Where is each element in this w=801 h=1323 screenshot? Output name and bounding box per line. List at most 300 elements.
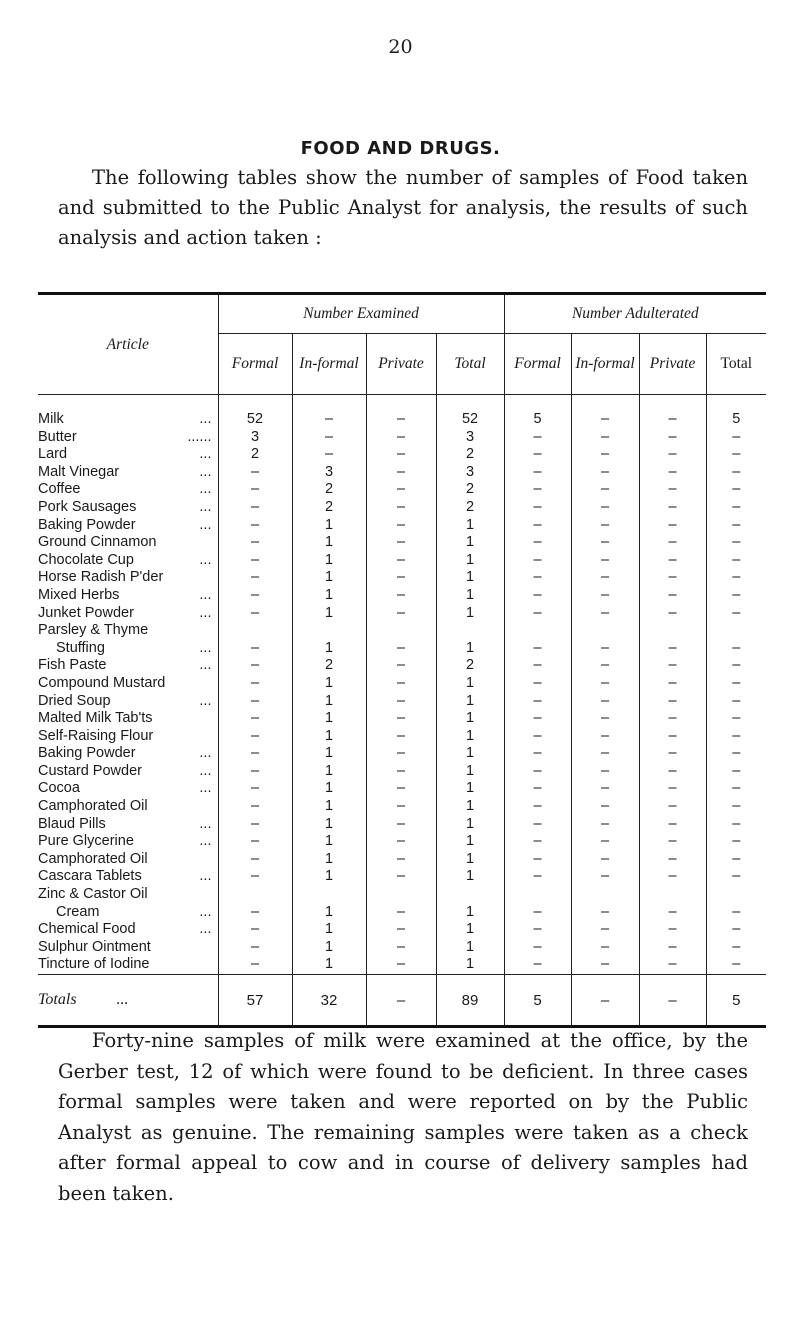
value-cell: –: [571, 675, 639, 693]
table-row: [38, 939, 766, 957]
article-name-cell: [38, 798, 218, 816]
value-cell: –: [706, 657, 766, 675]
article-name-cell: [38, 605, 218, 623]
table-row: [38, 675, 766, 693]
value-cell: [706, 886, 766, 904]
value-cell: –: [504, 552, 571, 570]
article-name: Chocolate Cup: [38, 551, 134, 568]
value-cell: 1: [292, 552, 366, 570]
value-cell: –: [366, 534, 436, 552]
article-name-cell: [38, 395, 218, 429]
value-cell: –: [504, 534, 571, 552]
value-cell: –: [218, 798, 292, 816]
table-row: [38, 868, 766, 886]
value-cell: 1: [292, 798, 366, 816]
value-cell: –: [366, 745, 436, 763]
article-name-cell: [38, 904, 218, 922]
table-row: [38, 780, 766, 798]
value-cell: –: [571, 481, 639, 499]
totals-cell: 32: [292, 975, 366, 1027]
article-name-cell: [38, 481, 218, 499]
article-name: Compound Mustard: [38, 674, 166, 691]
value-cell: –: [571, 587, 639, 605]
leader-dots: ...: [199, 604, 212, 621]
article-name-cell: [38, 499, 218, 517]
leader-dots: ...: [199, 586, 212, 603]
value-cell: –: [218, 693, 292, 711]
value-cell: 1: [292, 605, 366, 623]
article-name-cell: [38, 956, 218, 974]
value-cell: 1: [436, 517, 504, 535]
table-row: [38, 429, 766, 447]
value-cell: –: [706, 499, 766, 517]
value-cell: –: [639, 499, 706, 517]
value-cell: –: [706, 904, 766, 922]
article-name: Pork Sausages: [38, 498, 137, 515]
value-cell: 1: [436, 921, 504, 939]
value-cell: –: [706, 693, 766, 711]
leader-dots: ...: [199, 516, 212, 533]
value-cell: –: [218, 710, 292, 728]
col-header: Total: [706, 334, 766, 395]
totals-dots: ...: [116, 991, 129, 1008]
article-name-cell: [38, 464, 218, 482]
value-cell: 1: [436, 728, 504, 746]
value-cell: 1: [292, 904, 366, 922]
table-row: [38, 956, 766, 974]
value-cell: 1: [436, 956, 504, 974]
value-cell: –: [639, 693, 706, 711]
value-cell: 1: [292, 868, 366, 886]
value-cell: 1: [436, 552, 504, 570]
article-name-cell: [38, 552, 218, 570]
value-cell: –: [706, 833, 766, 851]
totals-row: [38, 975, 766, 1027]
value-cell: –: [366, 569, 436, 587]
value-cell: –: [571, 640, 639, 658]
value-cell: –: [292, 446, 366, 464]
value-cell: 1: [436, 833, 504, 851]
leader-dots: ...: [199, 657, 212, 674]
value-cell: –: [706, 552, 766, 570]
col-header: Formal: [218, 334, 292, 395]
value-cell: –: [366, 693, 436, 711]
table-row: [38, 499, 766, 517]
value-cell: –: [504, 798, 571, 816]
closing-paragraph: [58, 1026, 748, 1209]
table-row: [38, 833, 766, 851]
article-name: Coffee: [38, 481, 81, 498]
value-cell: [504, 886, 571, 904]
leader-dots: ...: [199, 692, 212, 709]
value-cell: –: [218, 763, 292, 781]
value-cell: –: [366, 395, 436, 429]
leader-dots: ...: [199, 639, 212, 656]
value-cell: 3: [436, 429, 504, 447]
col-header: In-formal: [292, 334, 366, 395]
value-cell: –: [639, 745, 706, 763]
article-name: Malt Vinegar: [38, 463, 120, 480]
value-cell: –: [571, 956, 639, 974]
value-cell: [366, 622, 436, 640]
article-name-cell: [38, 886, 218, 904]
value-cell: –: [366, 763, 436, 781]
article-name-cell: [38, 728, 218, 746]
value-cell: 3: [292, 464, 366, 482]
value-cell: [706, 622, 766, 640]
intro-paragraph: [58, 163, 748, 253]
value-cell: 1: [292, 816, 366, 834]
value-cell: –: [366, 517, 436, 535]
leader-dots: ...: [199, 903, 212, 920]
value-cell: –: [218, 956, 292, 974]
value-cell: 2: [292, 657, 366, 675]
value-cell: –: [571, 499, 639, 517]
value-cell: –: [639, 833, 706, 851]
value-cell: –: [639, 395, 706, 429]
value-cell: –: [366, 499, 436, 517]
value-cell: [639, 886, 706, 904]
value-cell: –: [706, 429, 766, 447]
value-cell: 1: [436, 569, 504, 587]
leader-dots: ...: [199, 411, 212, 427]
value-cell: –: [571, 569, 639, 587]
value-cell: –: [218, 640, 292, 658]
value-cell: –: [571, 763, 639, 781]
article-name: Horse Radish P'der: [38, 569, 164, 586]
value-cell: –: [571, 921, 639, 939]
value-cell: –: [218, 464, 292, 482]
value-cell: –: [366, 956, 436, 974]
value-cell: –: [292, 429, 366, 447]
value-cell: 52: [436, 395, 504, 429]
article-name: Cream: [56, 903, 100, 920]
table-row: [38, 851, 766, 869]
value-cell: 1: [436, 851, 504, 869]
value-cell: 2: [436, 499, 504, 517]
value-cell: 1: [436, 868, 504, 886]
table-row: [38, 763, 766, 781]
value-cell: –: [218, 868, 292, 886]
value-cell: –: [218, 587, 292, 605]
value-cell: [366, 886, 436, 904]
value-cell: –: [639, 851, 706, 869]
value-cell: –: [571, 446, 639, 464]
value-cell: –: [706, 675, 766, 693]
value-cell: –: [571, 833, 639, 851]
value-cell: –: [639, 587, 706, 605]
value-cell: –: [571, 517, 639, 535]
leader-dots: ...: [199, 762, 212, 779]
value-cell: –: [706, 517, 766, 535]
value-cell: –: [366, 816, 436, 834]
value-cell: –: [706, 816, 766, 834]
value-cell: 1: [436, 763, 504, 781]
table-row: [38, 569, 766, 587]
value-cell: –: [504, 851, 571, 869]
value-cell: 1: [292, 833, 366, 851]
article-name: Baking Powder: [38, 745, 136, 762]
leader-dots: ...: [199, 745, 212, 762]
value-cell: –: [504, 921, 571, 939]
value-cell: –: [366, 657, 436, 675]
totals-cell: 5: [504, 975, 571, 1027]
value-cell: –: [571, 395, 639, 429]
value-cell: 3: [436, 464, 504, 482]
value-cell: –: [504, 481, 571, 499]
article-name: Zinc & Castor Oil: [38, 886, 148, 903]
value-cell: –: [639, 657, 706, 675]
totals-cell: 5: [706, 975, 766, 1027]
value-cell: –: [706, 640, 766, 658]
value-cell: –: [639, 446, 706, 464]
article-name-cell: [38, 534, 218, 552]
value-cell: 1: [292, 939, 366, 957]
value-cell: –: [571, 780, 639, 798]
value-cell: 1: [436, 710, 504, 728]
value-cell: –: [366, 640, 436, 658]
value-cell: –: [366, 798, 436, 816]
leader-dots: ...: [199, 446, 212, 463]
value-cell: –: [706, 851, 766, 869]
value-cell: 3: [218, 429, 292, 447]
value-cell: –: [504, 569, 571, 587]
value-cell: –: [504, 956, 571, 974]
totals-cell: –: [639, 975, 706, 1027]
value-cell: 1: [436, 780, 504, 798]
value-cell: 1: [292, 745, 366, 763]
leader-dots: ...: [199, 481, 212, 498]
value-cell: –: [706, 728, 766, 746]
value-cell: 1: [436, 587, 504, 605]
value-cell: –: [366, 675, 436, 693]
value-cell: 1: [292, 517, 366, 535]
value-cell: –: [218, 780, 292, 798]
value-cell: 1: [292, 587, 366, 605]
value-cell: –: [504, 429, 571, 447]
value-cell: –: [706, 710, 766, 728]
value-cell: –: [366, 904, 436, 922]
article-name: Parsley & Thyme: [38, 622, 149, 639]
value-cell: 2: [436, 657, 504, 675]
article-name: Cocoa: [38, 780, 80, 797]
value-cell: [292, 886, 366, 904]
article-name: Sulphur Ointment: [38, 938, 151, 955]
value-cell: [292, 622, 366, 640]
value-cell: –: [639, 675, 706, 693]
table-row: [38, 587, 766, 605]
value-cell: 2: [292, 499, 366, 517]
value-cell: –: [218, 569, 292, 587]
value-cell: [571, 886, 639, 904]
value-cell: –: [218, 904, 292, 922]
value-cell: 1: [292, 956, 366, 974]
value-cell: –: [706, 868, 766, 886]
page-number: 20: [388, 36, 413, 58]
value-cell: 1: [292, 710, 366, 728]
value-cell: 1: [436, 939, 504, 957]
value-cell: –: [571, 904, 639, 922]
value-cell: –: [639, 956, 706, 974]
value-cell: –: [639, 816, 706, 834]
article-name: Camphorated Oil: [38, 850, 148, 867]
value-cell: –: [504, 728, 571, 746]
table-row: [38, 395, 766, 429]
leader-dots: ...: [199, 498, 212, 515]
value-cell: –: [504, 446, 571, 464]
value-cell: –: [639, 481, 706, 499]
value-cell: –: [639, 868, 706, 886]
table-row-continued: [38, 622, 766, 640]
value-cell: 1: [292, 693, 366, 711]
value-cell: [639, 622, 706, 640]
table-row-continued: [38, 886, 766, 904]
value-cell: –: [366, 481, 436, 499]
value-cell: –: [571, 605, 639, 623]
article-name-cell: [38, 710, 218, 728]
value-cell: –: [504, 833, 571, 851]
group-header-examined: Number Examined: [218, 294, 504, 334]
article-name-cell: [38, 675, 218, 693]
closing-text: Forty-nine samples of milk were examined at the office, by the Gerber test, 12 of which were found to be deficient. In three cases formal samples were taken and were reported on by the Public Analyst as genuine. The remaining samples were taken as a check after formal appeal to cow and in course of delivery samples had been taken.: [58, 1029, 748, 1205]
value-cell: –: [366, 464, 436, 482]
article-header: Article: [38, 294, 218, 395]
value-cell: 1: [292, 763, 366, 781]
value-cell: 1: [292, 921, 366, 939]
value-cell: –: [639, 939, 706, 957]
value-cell: –: [706, 956, 766, 974]
value-cell: –: [571, 552, 639, 570]
col-header: In-formal: [571, 334, 639, 395]
value-cell: –: [706, 534, 766, 552]
value-cell: –: [639, 640, 706, 658]
value-cell: –: [504, 904, 571, 922]
leader-dots: ......: [187, 428, 212, 445]
value-cell: –: [639, 710, 706, 728]
article-name-cell: [38, 816, 218, 834]
value-cell: –: [639, 921, 706, 939]
col-header: Total: [436, 334, 504, 395]
totals-cell: –: [571, 975, 639, 1027]
value-cell: 1: [436, 675, 504, 693]
article-name-cell: [38, 851, 218, 869]
table-row: [38, 745, 766, 763]
value-cell: 1: [436, 904, 504, 922]
leader-dots: ...: [199, 463, 212, 480]
value-cell: –: [504, 745, 571, 763]
value-cell: –: [639, 904, 706, 922]
value-cell: 5: [706, 395, 766, 429]
value-cell: –: [571, 728, 639, 746]
value-cell: –: [706, 569, 766, 587]
article-name: Dried Soup: [38, 692, 111, 709]
value-cell: 1: [436, 816, 504, 834]
table-row: [38, 640, 766, 658]
value-cell: 1: [436, 798, 504, 816]
value-cell: –: [366, 780, 436, 798]
value-cell: –: [571, 464, 639, 482]
value-cell: 2: [436, 446, 504, 464]
value-cell: 1: [436, 640, 504, 658]
section-heading: FOOD AND DRUGS.: [300, 138, 501, 159]
value-cell: –: [504, 464, 571, 482]
value-cell: 1: [292, 534, 366, 552]
value-cell: –: [366, 710, 436, 728]
article-name-cell: [38, 429, 218, 447]
value-cell: –: [571, 429, 639, 447]
value-cell: –: [366, 921, 436, 939]
article-name: Camphorated Oil: [38, 798, 148, 815]
col-header: Formal: [504, 334, 571, 395]
value-cell: –: [571, 798, 639, 816]
value-cell: –: [504, 587, 571, 605]
leader-dots: ...: [199, 551, 212, 568]
value-cell: [571, 622, 639, 640]
value-cell: –: [366, 605, 436, 623]
article-name-cell: [38, 517, 218, 535]
value-cell: –: [571, 868, 639, 886]
value-cell: –: [504, 710, 571, 728]
value-cell: –: [218, 939, 292, 957]
article-name: Butter: [38, 428, 77, 445]
value-cell: –: [639, 728, 706, 746]
value-cell: –: [639, 605, 706, 623]
article-name: Pure Glycerine: [38, 833, 134, 850]
value-cell: –: [366, 552, 436, 570]
article-name-cell: [38, 745, 218, 763]
article-name-cell: [38, 569, 218, 587]
value-cell: –: [504, 605, 571, 623]
value-cell: –: [504, 763, 571, 781]
value-cell: 1: [436, 534, 504, 552]
value-cell: –: [218, 728, 292, 746]
table-row: [38, 517, 766, 535]
value-cell: –: [504, 868, 571, 886]
article-name: Mixed Herbs: [38, 586, 120, 603]
value-cell: 1: [436, 745, 504, 763]
value-cell: –: [218, 534, 292, 552]
article-name-cell: [38, 693, 218, 711]
value-cell: –: [639, 552, 706, 570]
value-cell: –: [218, 851, 292, 869]
table-row: [38, 904, 766, 922]
col-header: Private: [366, 334, 436, 395]
value-cell: –: [706, 446, 766, 464]
article-name: Baking Powder: [38, 516, 136, 533]
table-row: [38, 816, 766, 834]
article-name-cell: [38, 622, 218, 640]
totals-cell: –: [366, 975, 436, 1027]
value-cell: –: [218, 517, 292, 535]
table-row: [38, 921, 766, 939]
article-name-cell: [38, 939, 218, 957]
article-name: Chemical Food: [38, 921, 136, 938]
value-cell: –: [639, 780, 706, 798]
leader-dots: ...: [199, 833, 212, 850]
value-cell: –: [218, 481, 292, 499]
totals-label: [38, 975, 218, 1027]
value-cell: –: [706, 939, 766, 957]
article-name-cell: [38, 921, 218, 939]
value-cell: 1: [292, 728, 366, 746]
table-row: [38, 710, 766, 728]
value-cell: 5: [504, 395, 571, 429]
table-row: [38, 657, 766, 675]
value-cell: 1: [292, 851, 366, 869]
value-cell: –: [639, 569, 706, 587]
value-cell: –: [706, 798, 766, 816]
value-cell: –: [639, 534, 706, 552]
